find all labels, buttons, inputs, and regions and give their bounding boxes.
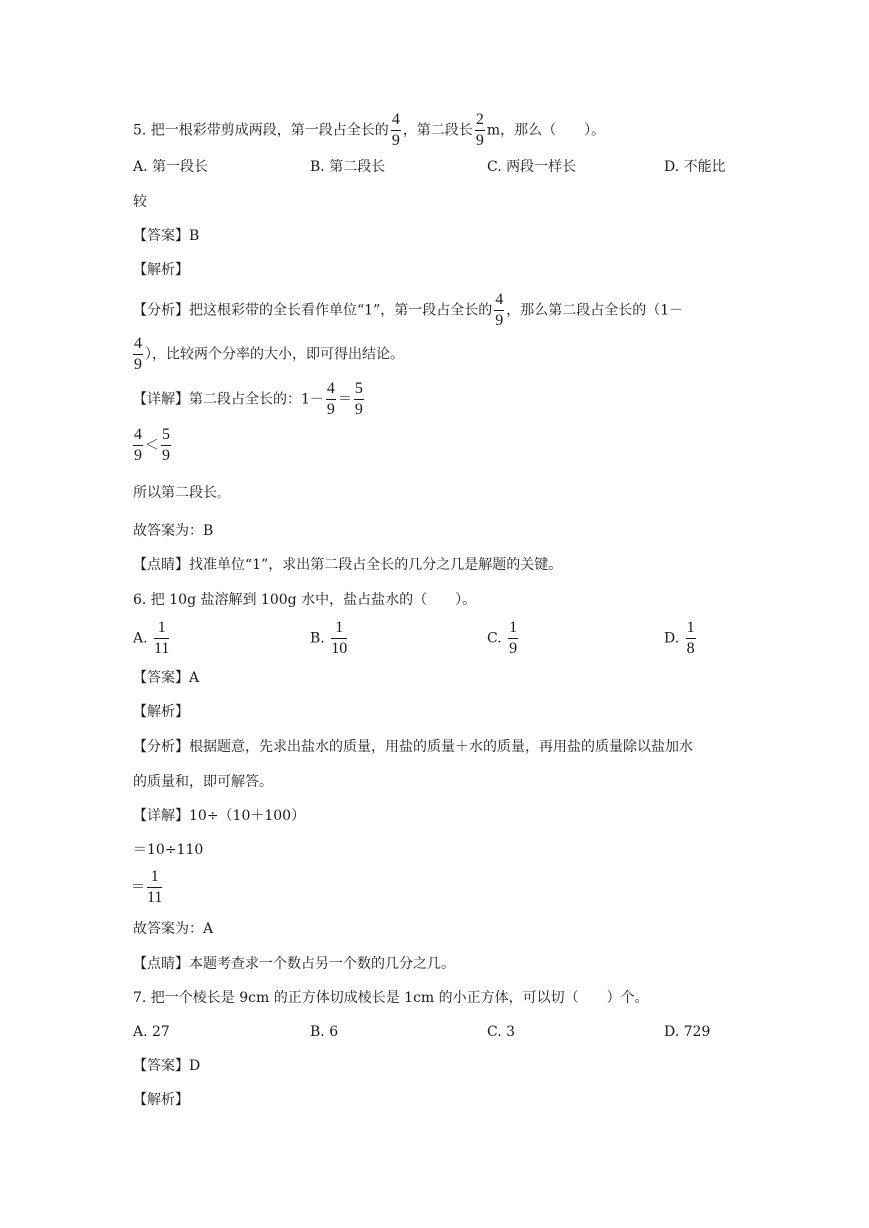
q5-option-a: A. 第一段长 (133, 159, 209, 175)
q6-dianjing: 【点睛】本题考查求一个数占另一个数的几分之几。 (133, 956, 455, 972)
q6-detail-line1: 【详解】10÷（10＋100） (133, 808, 306, 824)
q5-compare-fraction-1: $\frac{4}{9}$ (134, 426, 142, 464)
q5-option-c: C. 两段一样长 (487, 159, 577, 175)
q6-analysis-heading: 【解析】 (133, 704, 189, 720)
q5-fenxi-fraction: $\frac{4}{9}$ (495, 291, 504, 329)
q5-compare: $\frac{4}{9}$ ＜ $\frac{5}{9}$ (134, 426, 170, 464)
q6-option-a-fraction: $\frac{1}{11}$ (154, 619, 170, 657)
q5-answer: 【答案】B (133, 228, 200, 244)
q6-fenxi-line1: 【分析】根据题意，先求出盐水的质量，用盐的质量＋水的质量，再用盐的质量除以盐加水 (133, 739, 693, 755)
q6-detail-line3: ＝ $\frac{1}{11}$ (131, 868, 163, 906)
q6-option-c-fraction: $\frac{1}{9}$ (509, 619, 518, 657)
q5-detail-fraction-2: $\frac{5}{9}$ (354, 380, 363, 418)
q6-detail-line2: ＝10÷110 (133, 842, 204, 858)
q6-stem: 6. 把 10g 盐溶解到 100g 水中，盐占盐水的（ ）。 (133, 592, 477, 608)
q7-option-a: A. 27 (133, 1024, 170, 1040)
q6-option-b-fraction: $\frac{1}{10}$ (331, 619, 348, 657)
q6-option-b: B. $\frac{1}{10}$ (310, 619, 348, 657)
q5-analysis-heading: 【解析】 (133, 262, 189, 278)
q6-option-a: A. $\frac{1}{11}$ (133, 619, 170, 657)
q5-dianjing: 【点睛】找准单位“1”，求出第二段占全长的几分之几是解题的关键。 (133, 557, 563, 573)
q6-option-d: D. $\frac{1}{8}$ (664, 619, 695, 657)
q7-answer: 【答案】D (133, 1058, 201, 1074)
q5-compare-fraction-2: $\frac{5}{9}$ (162, 426, 170, 464)
q7-analysis-heading: 【解析】 (133, 1092, 189, 1108)
q6-detail-fraction: $\frac{1}{11}$ (147, 868, 163, 906)
q6-final-answer: 故答案为：A (133, 921, 214, 937)
q5-option-d-cont: 较 (133, 194, 147, 210)
q7-option-b: B. 6 (310, 1024, 339, 1040)
q5-stem-b: ，第二段长 (402, 122, 473, 139)
q6-option-d-fraction: $\frac{1}{8}$ (686, 619, 695, 657)
q6-option-c: C. $\frac{1}{9}$ (487, 619, 518, 657)
q5-fenxi-line2: $\frac{4}{9}$ ），比较两个分率的大小，即可得出结论。 (134, 335, 404, 373)
q5-option-d: D. 不能比 (664, 159, 726, 175)
q5-detail-fraction-1: $\frac{4}{9}$ (326, 380, 335, 418)
q5-final-answer: 故答案为：B (133, 523, 214, 539)
q7-option-c: C. 3 (487, 1024, 516, 1040)
q6-answer: 【答案】A (133, 670, 200, 686)
q7-stem: 7. 把一个棱长是 9cm 的正方体切成棱长是 1cm 的小正方体，可以切（ ）个。 (133, 990, 649, 1006)
q6-fenxi-line2: 的质量和，即可解答。 (133, 774, 273, 790)
q5-fenxi-line1: 【分析】把这根彩带的全长看作单位“1”，第一段占全长的 $\frac{4}{9}$ ，那么第二段占全长的（1－ (133, 291, 684, 329)
q5-conclusion: 所以第二段长。 (133, 485, 228, 501)
q5-stem-a: 5. 把一根彩带剪成两段，第一段占全长的 (133, 122, 389, 139)
q5-fenxi2-fraction: $\frac{4}{9}$ (134, 335, 142, 373)
q5-fraction-second: $\frac{2}{9}$ (475, 111, 484, 149)
q7-option-d: D. 729 (664, 1024, 711, 1040)
q5-option-b: B. 第二段长 (310, 159, 386, 175)
q5-fraction-first: $\frac{4}{9}$ (391, 111, 400, 149)
q5-detail: 【详解】第二段占全长的：1－ $\frac{4}{9}$ ＝ $\frac{5}{9}$ (133, 380, 363, 418)
q5-stem (133, 112, 605, 149)
q5-stem-c: m，那么（ ）。 (486, 122, 606, 139)
